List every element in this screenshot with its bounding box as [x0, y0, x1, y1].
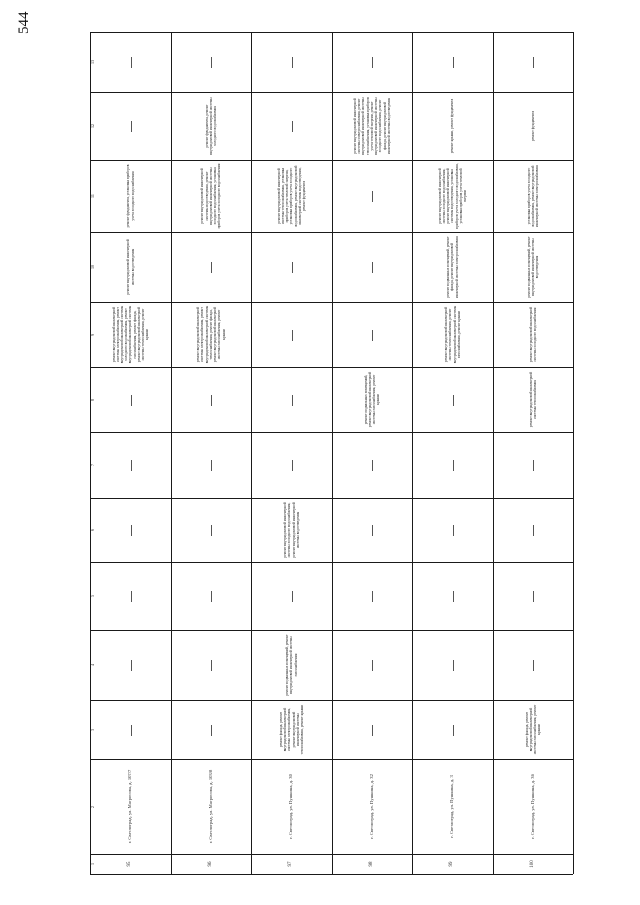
column-number: 1	[90, 863, 95, 865]
empty-cell-dash	[211, 591, 212, 602]
row-number: 98	[368, 861, 374, 867]
empty-cell-dash	[292, 460, 293, 471]
column-number: 7	[90, 464, 95, 466]
work-cell: ремонт внутридомовой инженерной системы холодного водоснабжения	[528, 306, 537, 363]
empty-cell-dash	[453, 725, 454, 736]
work-cell: ремонт внутридомовой инженерной системы водоотведения, ремонт внутридомовой инженерной системы холодного водоснабжения, установка приборов учета холодного водоснабжения	[200, 163, 222, 229]
row-number: 97	[288, 861, 294, 867]
empty-cell-dash	[453, 591, 454, 602]
column-number: 10	[90, 265, 95, 269]
work-cell: ремонт внутридомовой инженерной системы теплоснабжения, ремонт внутридомовой инженерной системы газоснабжения, ремонт крыши	[444, 305, 461, 364]
empty-cell-dash	[131, 591, 132, 602]
table-column-border	[90, 32, 573, 33]
work-cell: ремонт внутридомовой инженерной системы электроснабжения, ремонт внутридомовой инженерной системы теплоснабжения, ремонт фасада, ремонт внутридомовой инженерной системы газоснабжения, ремонт крыши	[196, 305, 226, 364]
table-column-border	[90, 854, 573, 855]
work-cell: ремонт подвальных помещений, ремонт фасада, ремонт внутридомовой инженерной системы электроснабжения	[446, 236, 459, 298]
work-cell: ремонт внутридомовой инженерной системы электроснабжения, ремонт внутридомовой инженерной системы холодного водоснабжения, ремонт внутридомовой инженерной системы газоснабжения, ремонт фасада, ремонт внутридомовой инженерной системы теплоснабжения, ремонт крыши	[111, 305, 150, 364]
empty-cell-dash	[533, 660, 534, 671]
column-number: 12	[90, 124, 95, 128]
column-number: 2	[90, 806, 95, 808]
empty-cell-dash	[453, 460, 454, 471]
empty-cell-dash	[533, 460, 534, 471]
work-cell: ремонт крыши, ремонт фундамента	[450, 98, 455, 154]
row-address: г. Светлоград, ул. Пушкина, д. 30	[288, 774, 294, 839]
column-number: 13	[90, 60, 95, 64]
table-row-border	[573, 32, 574, 874]
table-column-border	[90, 874, 573, 875]
empty-cell-dash	[131, 460, 132, 471]
work-cell: установка приборов учета холодного водоснабжения, ремонт внутридомовой инженерной системы электроснабжения	[526, 165, 540, 227]
table-row-border	[171, 32, 172, 874]
row-address: г. Светлоград, ул. Пушкина, д. 32	[368, 774, 374, 839]
table-column-border	[90, 232, 573, 233]
work-cell: ремонт внутридомовой инженерной системы электроснабжения, ремонт внутридомовой инженерной системы теплоснабжения, установка приборов учета тепловой энергии, ремонт внутридомовой инженерной системы холодного водоснабжения, ремонт фасада, ремонт внутридомовой инженерной системы водоотведения	[353, 97, 391, 155]
work-cell: ремонт подвальных помещений, ремонт внутридомовой инженерной системы газоснабжения, ремонт крыши	[363, 371, 381, 428]
empty-cell-dash	[372, 191, 373, 202]
row-number: 99	[449, 861, 455, 867]
empty-cell-dash	[453, 660, 454, 671]
table-column-border	[90, 92, 573, 93]
data-table	[90, 32, 574, 874]
table-column-border	[90, 630, 573, 631]
empty-cell-dash	[372, 725, 373, 736]
empty-cell-dash	[211, 57, 212, 68]
empty-cell-dash	[211, 525, 212, 536]
work-cell: ремонт подвальных помещений, ремонт внутридомовой инженерной системы газоснабжения	[285, 634, 298, 696]
row-address: г. Светлоград, ул. Матросова, д. 107/7	[127, 769, 133, 844]
work-cell: ремонт внутридомовой инженерной системы холодного водоснабжения, ремонт внутридомовой инженерной системы водоотведения, установка приборов учета холодного водоснабжения, установка приборов учета тепловой энергии	[437, 163, 467, 229]
work-cell: ремонт фасада, ремонт внутридомовой инженерной системы электроснабжения, ремонт внутридомовой инженерной системы теплоснабжения, ремонт крыши	[278, 704, 304, 755]
empty-cell-dash	[292, 330, 293, 341]
table-row-border	[412, 32, 413, 874]
work-cell: ремонт фундамента, ремонт внутридомовой инженерной системы холодного водоснабжения	[204, 97, 218, 155]
column-number: 3	[90, 729, 95, 731]
row-address: г. Светлоград, ул. Матросова, д. 103/8	[207, 769, 213, 844]
work-cell: ремонт фундамента, установка приборов учета холодного водоснабжения	[126, 164, 135, 228]
table-column-border	[90, 367, 573, 368]
empty-cell-dash	[292, 121, 293, 132]
empty-cell-dash	[372, 660, 373, 671]
column-number: 11	[90, 194, 95, 198]
empty-cell-dash	[131, 57, 132, 68]
empty-cell-dash	[211, 725, 212, 736]
row-number: 96	[207, 861, 213, 867]
table-row-border	[493, 32, 494, 874]
work-cell: ремонт подвальных помещений, ремонт внутридомовой инженерной системы водоотведения	[526, 236, 540, 298]
column-number: 5	[90, 595, 95, 597]
empty-cell-dash	[211, 660, 212, 671]
empty-cell-dash	[372, 57, 373, 68]
empty-cell-dash	[292, 591, 293, 602]
table-column-border	[90, 160, 573, 161]
work-cell: ремонт внутридомовой инженерной системы водоотведения	[126, 239, 135, 295]
work-cell: ремонт фундамента	[530, 110, 535, 142]
table-row-border	[251, 32, 252, 874]
row-number: 95	[127, 861, 133, 867]
empty-cell-dash	[131, 395, 132, 406]
table-row-border	[90, 32, 91, 874]
row-number: 100	[529, 860, 535, 868]
empty-cell-dash	[453, 395, 454, 406]
work-cell: ремонт внутридомовой инженерной системы теплоснабжения	[528, 371, 537, 428]
empty-cell-dash	[372, 591, 373, 602]
empty-cell-dash	[131, 725, 132, 736]
empty-cell-dash	[533, 57, 534, 68]
column-number: 8	[90, 399, 95, 401]
table-column-border	[90, 432, 573, 433]
empty-cell-dash	[372, 525, 373, 536]
table-column-border	[90, 302, 573, 303]
empty-cell-dash	[211, 460, 212, 471]
empty-cell-dash	[453, 525, 454, 536]
column-number: 9	[90, 334, 95, 336]
column-number: 6	[90, 529, 95, 531]
table-column-border	[90, 700, 573, 701]
empty-cell-dash	[292, 262, 293, 273]
empty-cell-dash	[372, 262, 373, 273]
table-column-border	[90, 562, 573, 563]
empty-cell-dash	[372, 330, 373, 341]
empty-cell-dash	[533, 591, 534, 602]
empty-cell-dash	[211, 395, 212, 406]
empty-cell-dash	[131, 121, 132, 132]
page-number: 544	[16, 11, 32, 34]
table-column-border	[90, 498, 573, 499]
empty-cell-dash	[372, 460, 373, 471]
empty-cell-dash	[131, 525, 132, 536]
work-cell: ремонт внутридомовой инженерной системы теплоснабжения, установка приборов учета тепловой энергии, установка приборов учета холодного водоснабжения, ремонт внутридомовой инженерной системы водоотведения, ремонт фундамента	[276, 165, 306, 227]
work-cell: ремонт фасада, ремонт внутридомовой инженерной системы газоснабжения, ремонт крыши	[524, 704, 542, 755]
row-address: г. Светлоград, ул. Пушкина, д. 36	[529, 774, 535, 839]
empty-cell-dash	[453, 57, 454, 68]
empty-cell-dash	[131, 660, 132, 671]
empty-cell-dash	[292, 57, 293, 68]
table-column-border	[90, 759, 573, 760]
table-row-border	[332, 32, 333, 874]
empty-cell-dash	[211, 262, 212, 273]
work-cell: ремонт внутридомовой инженерной системы холодного водоснабжения, ремонт внутридомовой инженерной системы водоотведения	[283, 502, 300, 558]
empty-cell-dash	[533, 525, 534, 536]
empty-cell-dash	[292, 395, 293, 406]
row-address: г. Светлоград, ул. Пушкина, д. 3	[449, 775, 455, 838]
column-number: 4	[90, 664, 95, 666]
